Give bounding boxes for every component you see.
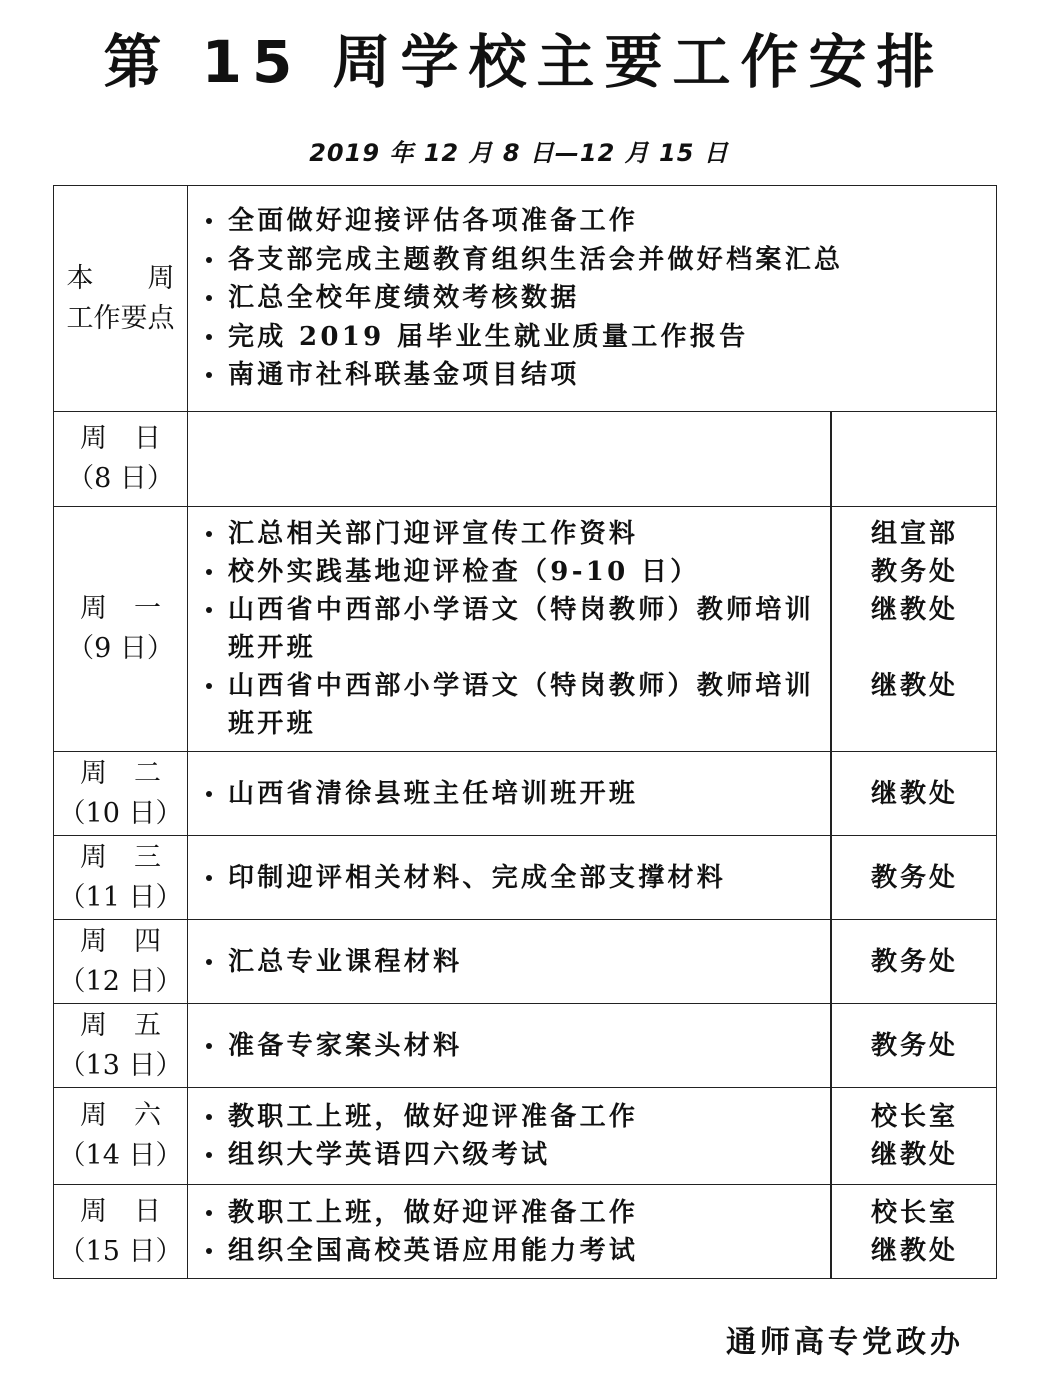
department-label: 校长室 (870, 1197, 958, 1228)
schedule-item: 山西省中西部小学语文（特岗教师）教师培训班开班 (188, 667, 830, 743)
weekday: 周 五 (80, 1009, 161, 1041)
department-label: 继教处 (870, 595, 958, 625)
schedule-item: 组织全国高校英语应用能力考试 (188, 1232, 830, 1270)
bullet-icon (206, 334, 212, 340)
day-label (54, 1185, 188, 1278)
day-tasks (188, 507, 996, 751)
day-date: （11 日） (58, 881, 183, 913)
label-line: 工作要点 (66, 302, 175, 334)
bullet-icon (206, 1043, 212, 1049)
department-label: 教务处 (870, 557, 958, 587)
bullet-icon (206, 607, 212, 613)
focus-item: 完成 2019 届毕业生就业质量工作报告 (188, 318, 996, 357)
day-tasks (188, 920, 996, 1003)
issuing-office: 通师高专党政办 (726, 1325, 964, 1360)
day-row (54, 1004, 996, 1088)
weekly-focus-row (54, 186, 996, 412)
department-label: 继教处 (870, 778, 958, 809)
weekday: 周 一 (80, 593, 161, 624)
schedule-item: 山西省中西部小学语文（特岗教师）教师培训班开班 (188, 591, 830, 667)
department-label: 校长室 (870, 1102, 958, 1132)
bullet-icon (206, 372, 212, 378)
weekday: 周 六 (80, 1100, 161, 1131)
bullet-icon (206, 218, 212, 224)
department-label: 继教处 (870, 671, 958, 701)
day-label (54, 752, 188, 835)
day-date: （10 日） (58, 797, 183, 829)
weekday: 周 四 (80, 925, 161, 957)
schedule-item: 准备专家案头材料 (188, 1027, 830, 1065)
department-label: 继教处 (870, 1140, 958, 1170)
schedule-item: 山西省清徐县班主任培训班开班 (188, 775, 830, 813)
focus-item: 全面做好迎接评估各项准备工作 (188, 202, 996, 241)
department-label: 教务处 (870, 1030, 958, 1061)
weekday: 周 二 (80, 757, 161, 789)
label-line: 本 周 (66, 262, 175, 294)
department-label: 组宣部 (870, 519, 958, 549)
day-tasks (188, 752, 996, 835)
day-label (54, 1004, 188, 1087)
schedule-table (53, 185, 997, 1279)
weekday: 周 日 (80, 423, 161, 454)
day-tasks (188, 1185, 996, 1278)
bullet-icon (206, 257, 212, 263)
schedule-item: 汇总相关部门迎评宣传工作资料 (188, 515, 830, 553)
weekly-focus-label (54, 186, 188, 411)
day-row (54, 1185, 996, 1278)
day-row (54, 752, 996, 836)
schedule-item: 汇总专业课程材料 (188, 943, 830, 981)
day-tasks (188, 836, 996, 919)
day-row (54, 920, 996, 1004)
day-label (54, 836, 188, 919)
day-date: （8 日） (67, 463, 174, 494)
weekly-focus-list (188, 186, 996, 411)
day-row (54, 1088, 996, 1185)
focus-item: 汇总全校年度绩效考核数据 (188, 279, 996, 318)
day-tasks (188, 1004, 996, 1087)
schedule-item: 组织大学英语四六级考试 (188, 1136, 830, 1174)
schedule-item: 教职工上班，做好迎评准备工作 (188, 1194, 830, 1232)
day-tasks (188, 1088, 996, 1184)
bullet-icon (206, 1248, 212, 1254)
schedule-item: 教职工上班，做好迎评准备工作 (188, 1098, 830, 1136)
department-label: 继教处 (870, 1235, 958, 1266)
bullet-icon (206, 791, 212, 797)
focus-item: 南通市社科联基金项目结项 (188, 356, 996, 395)
weekday: 周 三 (80, 841, 161, 873)
bullet-icon (206, 1114, 212, 1120)
bullet-icon (206, 1210, 212, 1216)
day-date: （13 日） (58, 1049, 183, 1081)
day-label (54, 1088, 188, 1184)
department-label: 教务处 (870, 862, 958, 893)
focus-item: 各支部完成主题教育组织生活会并做好档案汇总 (188, 241, 996, 280)
weekday: 周 日 (80, 1195, 161, 1227)
day-label (54, 412, 188, 506)
bullet-icon (206, 295, 212, 301)
day-date: （15 日） (58, 1235, 183, 1267)
day-label (54, 507, 188, 751)
day-row (54, 412, 996, 507)
bullet-icon (206, 875, 212, 881)
day-date: （12 日） (58, 965, 183, 997)
schedule-item: 印制迎评相关材料、完成全部支撑材料 (188, 859, 830, 897)
day-label (54, 920, 188, 1003)
bullet-icon (206, 531, 212, 537)
bullet-icon (206, 1152, 212, 1158)
day-tasks (188, 412, 996, 506)
bullet-icon (206, 959, 212, 965)
date-range: 2019 年 12 月 8 日—12 月 15 日 (309, 139, 729, 167)
bullet-icon (206, 569, 212, 575)
bullet-icon (206, 683, 212, 689)
page-title: 第 15 周学校主要工作安排 (103, 28, 945, 96)
day-row (54, 836, 996, 920)
schedule-item: 校外实践基地迎评检查（9-10 日） (188, 553, 830, 591)
day-date: （9 日） (67, 633, 174, 664)
department-label: 教务处 (870, 946, 958, 977)
day-date: （14 日） (58, 1140, 183, 1171)
day-row (54, 507, 996, 752)
